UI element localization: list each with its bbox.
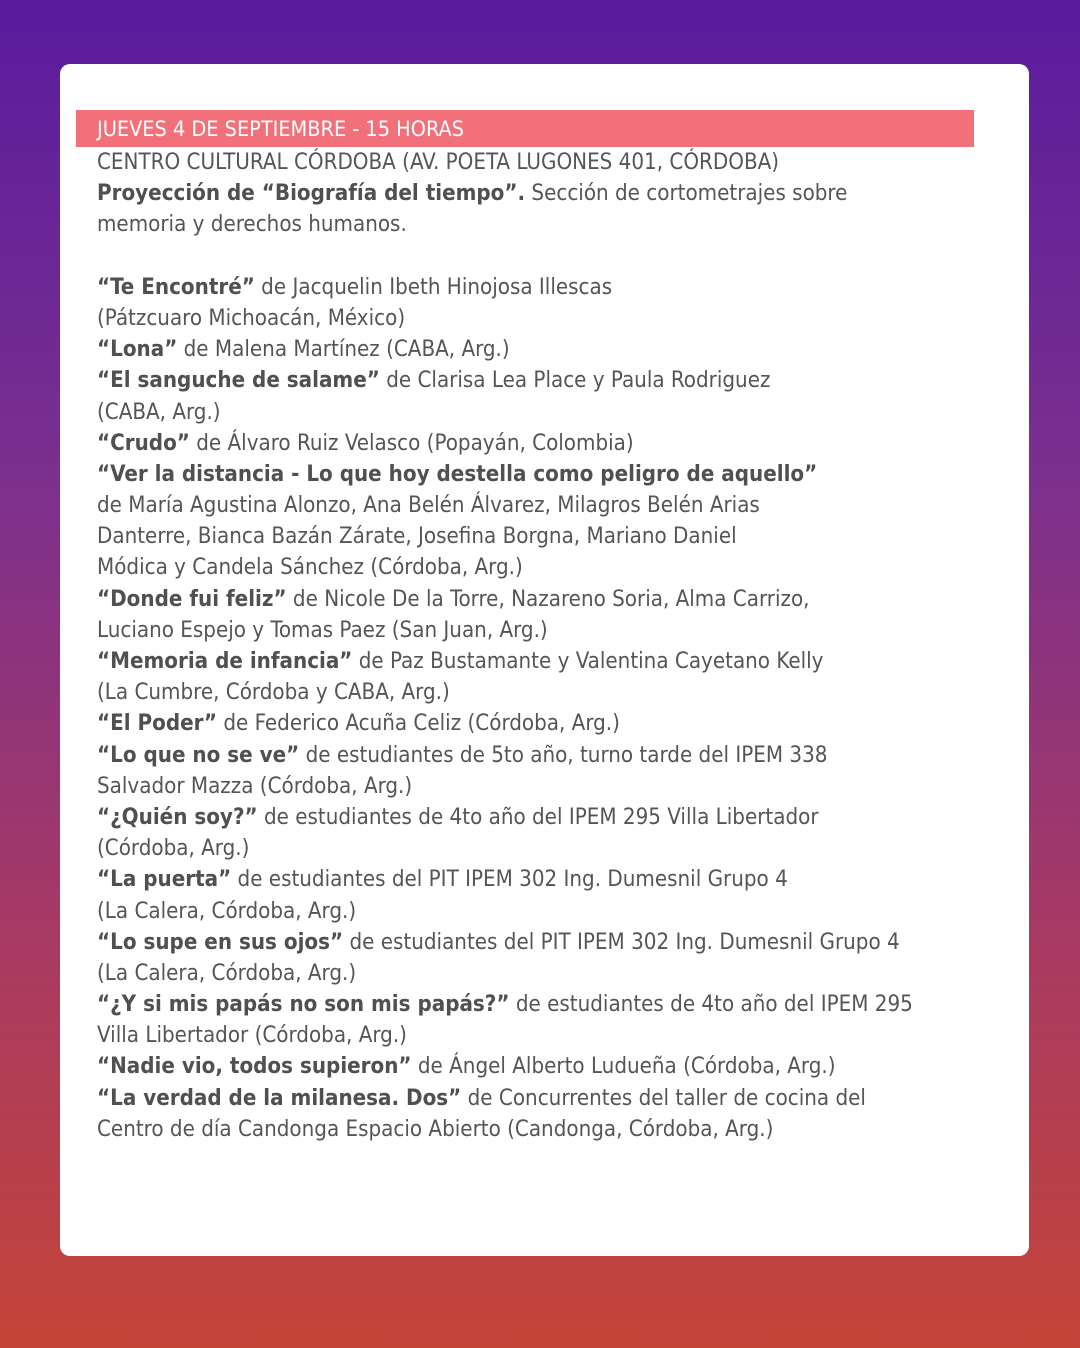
film-credits: de Ángel Alberto Ludueña (Córdoba, Arg.)	[411, 1053, 836, 1080]
film-title: “Ver la distancia - Lo que hoy destella como peligro de aquello”	[97, 460, 818, 487]
film-entry	[97, 365, 992, 396]
film-entry-continuation: Salvador Mazza (Córdoba, Arg.)	[97, 772, 413, 799]
film-entry	[97, 989, 992, 1020]
film-title: “Te Encontré”	[97, 273, 255, 300]
film-credits: de Jacquelin Ibeth Hinojosa Illescas	[254, 273, 613, 300]
film-title: “Nadie vio, todos supieron”	[97, 1053, 412, 1080]
film-title: “¿Quién soy?”	[97, 803, 258, 830]
program-content	[97, 147, 997, 1145]
film-entry-continuation: Villa Libertador (Córdoba, Arg.)	[97, 1022, 407, 1049]
film-title: “Donde fui feliz”	[97, 585, 287, 612]
film-credits: de Malena Martínez (CABA, Arg.)	[177, 336, 510, 363]
film-entry	[97, 428, 992, 459]
film-title: “La verdad de la milanesa. Dos”	[97, 1084, 462, 1111]
film-entry-continuation: Danterre, Bianca Bazán Zárate, Josefina Borgna, Mariano Daniel	[97, 523, 737, 550]
film-title: “Crudo”	[97, 429, 190, 456]
film-entry-continuation: (La Calera, Córdoba, Arg.)	[97, 897, 357, 924]
film-entry	[97, 272, 992, 303]
film-entry	[97, 1083, 992, 1114]
film-title: “El Poder”	[97, 710, 218, 737]
film-credits: de estudiantes de 4to año del IPEM 295 Villa Libertador	[257, 803, 819, 830]
film-entry	[97, 927, 992, 958]
film-entry-continuation: (Pátzcuaro Michoacán, México)	[97, 304, 406, 331]
film-entry	[97, 1051, 992, 1082]
intro-text: Sección de cortometrajes sobre	[525, 180, 848, 207]
date-time-text: JUEVES 4 DE SEPTIEMBRE - 15 HORAS	[97, 117, 465, 142]
intro-line-1	[97, 178, 992, 209]
film-entry	[97, 334, 992, 365]
film-credits: de Nicole De la Torre, Nazareno Soria, Alma Carrizo,	[286, 585, 810, 612]
film-title: “El sanguche de salame”	[97, 367, 380, 394]
film-entry	[97, 802, 992, 833]
film-title: “Lona”	[97, 336, 178, 363]
intro-title: Proyección de “Biografía del tiempo”.	[97, 180, 526, 207]
film-credits: de estudiantes del PIT IPEM 302 Ing. Dumesnil Grupo 4	[343, 928, 900, 955]
film-credits: de Concurrentes del taller de cocina del	[461, 1084, 866, 1111]
film-entry-continuation: (La Calera, Córdoba, Arg.)	[97, 959, 357, 986]
film-credits: de Álvaro Ruiz Velasco (Popayán, Colombia)	[189, 429, 634, 456]
film-entry-continuation: Luciano Espejo y Tomas Paez (San Juan, Arg.)	[97, 616, 548, 643]
film-entry	[97, 708, 992, 739]
film-entry-continuation: (CABA, Arg.)	[97, 398, 221, 425]
schedule-card	[60, 64, 1029, 1256]
film-entry	[97, 646, 992, 677]
film-entry-continuation: (La Cumbre, Córdoba y CABA, Arg.)	[97, 679, 450, 706]
film-entry-continuation: de María Agustina Alonzo, Ana Belén Álvarez, Milagros Belén Arias	[97, 492, 760, 519]
film-entry-continuation: Módica y Candela Sánchez (Córdoba, Arg.)	[97, 554, 523, 581]
film-credits: de estudiantes de 5to año, turno tarde del IPEM 338	[299, 741, 828, 768]
film-entry	[97, 584, 992, 615]
film-title: “La puerta”	[97, 866, 232, 893]
film-title: “¿Y si mis papás no son mis papás?”	[97, 991, 510, 1018]
film-entry	[97, 459, 992, 490]
film-credits: de Federico Acuña Celiz (Córdoba, Arg.)	[217, 710, 620, 737]
film-credits: de Paz Bustamante y Valentina Cayetano Kelly	[352, 648, 824, 674]
film-credits: de Clarisa Lea Place y Paula Rodriguez	[379, 367, 771, 394]
film-entry	[97, 864, 992, 895]
film-credits: de estudiantes del PIT IPEM 302 Ing. Dumesnil Grupo 4	[231, 866, 788, 893]
film-list	[97, 272, 997, 1145]
film-title: “Lo que no se ve”	[97, 741, 300, 768]
film-entry-continuation: Centro de día Candonga Espacio Abierto (Candonga, Córdoba, Arg.)	[97, 1115, 774, 1142]
film-title: “Lo supe en sus ojos”	[97, 928, 344, 955]
film-entry-continuation: (Córdoba, Arg.)	[97, 835, 250, 862]
date-time-header	[76, 110, 974, 147]
venue-line: CENTRO CULTURAL CÓRDOBA (AV. POETA LUGONES 401, CÓRDOBA)	[97, 149, 780, 175]
film-title: “Memoria de infancia”	[97, 648, 353, 674]
intro-line-2: memoria y derechos humanos.	[97, 211, 407, 238]
spacer	[97, 241, 997, 272]
film-credits: de estudiantes de 4to año del IPEM 295	[509, 991, 913, 1018]
film-entry	[97, 740, 992, 771]
